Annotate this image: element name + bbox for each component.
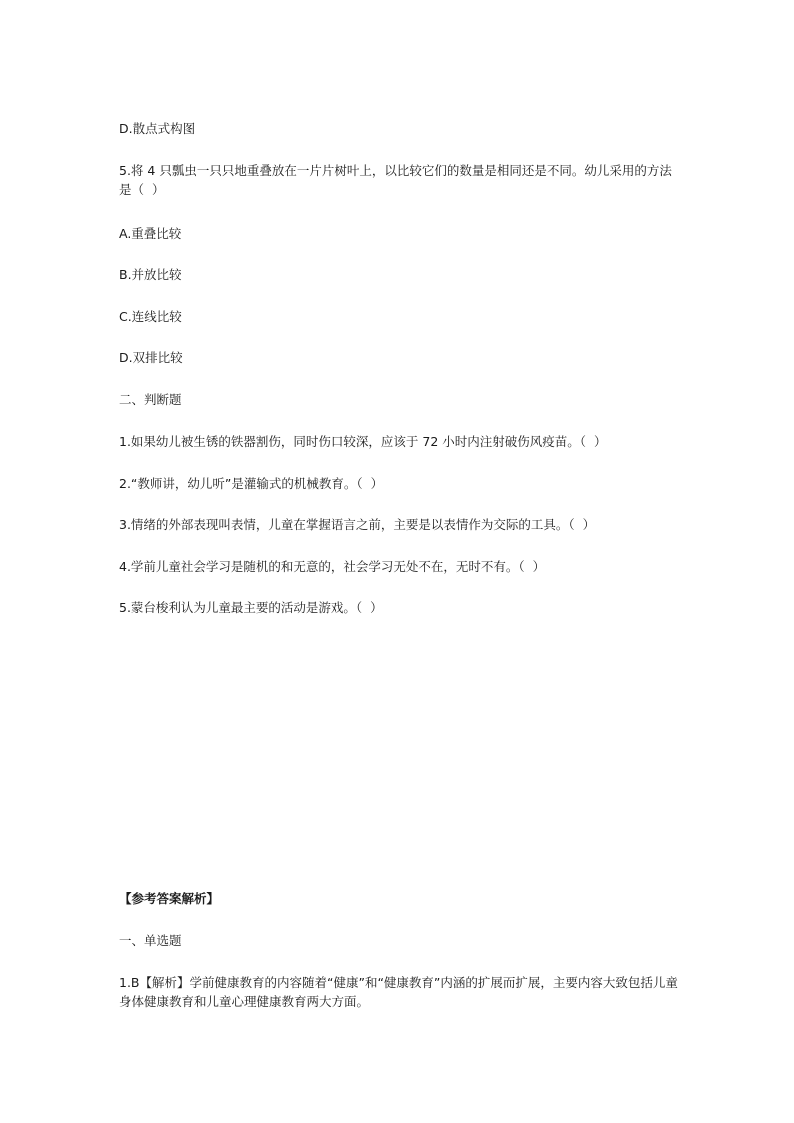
judgement-item-1: 1.如果幼儿被生锈的铁器割伤，同时伤口较深，应该于 72 小时内注射破伤风疫苗。（ ）	[119, 434, 607, 449]
judgement-item-4: 4.学前儿童社会学习是随机的和无意的，社会学习无处不在，无时不有。（ ）	[119, 559, 546, 574]
q4-option-d: D.散点式构图	[119, 121, 196, 136]
judgement-item-5: 5.蒙台梭利认为儿童最主要的活动是游戏。（ ）	[119, 600, 383, 615]
q5-option-b: B.并放比较	[119, 267, 182, 282]
judgement-item-2: 2.“教师讲，幼儿听”是灌输式的机械教育。（ ）	[119, 476, 384, 491]
judgement-heading: 二、判断题	[119, 392, 182, 407]
q5-option-d: D.双排比较	[119, 350, 183, 365]
answer-subheading: 一、单选题	[119, 933, 182, 948]
judgement-item-3: 3.情绪的外部表现叫表情，儿童在掌握语言之前，主要是以表情作为交际的工具。（ ）	[119, 517, 596, 532]
q5-option-a: A.重叠比较	[119, 226, 182, 241]
answer-section-title: 【参考答案解析】	[119, 891, 220, 906]
q5-option-c: C.连线比较	[119, 309, 182, 324]
q5-stem: 5.将 4 只瓢虫一只只地重叠放在一片片树叶上，以比较它们的数量是相同还是不同。幼儿采用的方法是（ ）	[119, 163, 672, 197]
answer-1: 1.B【解析】学前健康教育的内容随着“健康”和“健康教育”内涵的扩展而扩展，主要内容大致包括儿童身体健康教育和儿童心理健康教育两大方面。	[119, 975, 678, 1009]
